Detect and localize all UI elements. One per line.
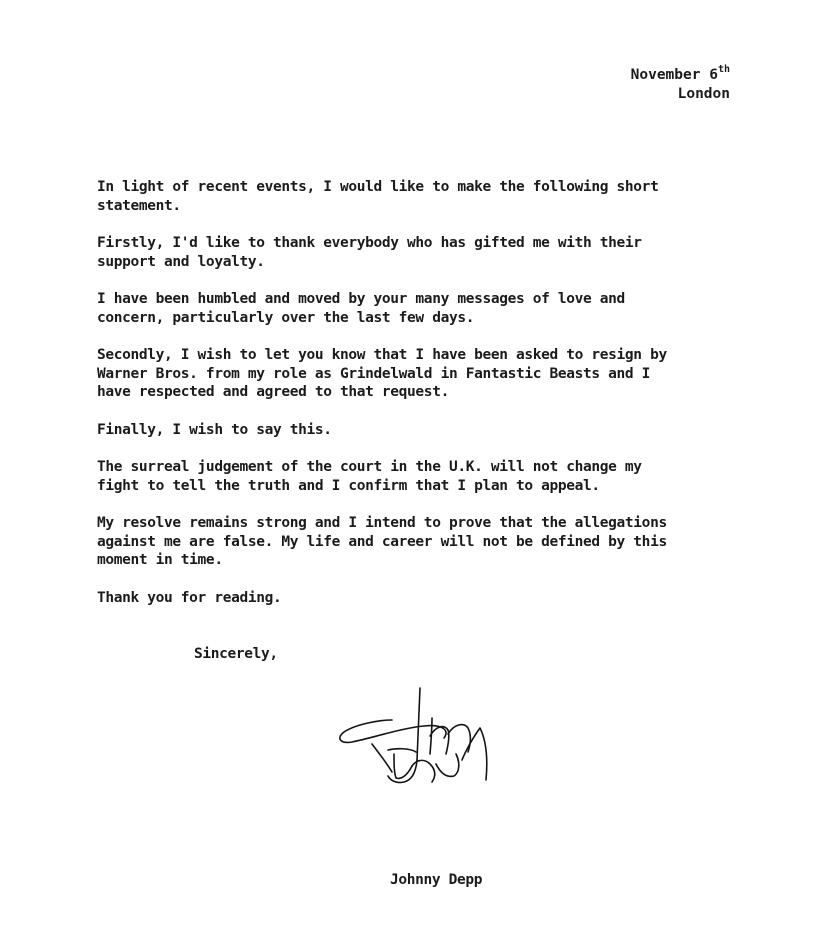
paragraph: Secondly, I wish to let you know that I have been asked to resign by Warner Bros. from my role as Grindelwald in Fantastic Beasts and I have respected and agreed to that request. — [97, 347, 667, 400]
letter-body — [97, 178, 747, 626]
letter-date — [631, 66, 730, 85]
paragraph: I have been humbled and moved by your many messages of love and concern, particularly over the last few days. — [97, 291, 625, 326]
paragraph: My resolve remains strong and I intend to prove that the allegations against me are false. My life and career will not be defined by this moment in time. — [97, 515, 667, 568]
paragraph: Finally, I wish to say this. — [97, 421, 332, 438]
letter-header — [631, 66, 730, 104]
paragraph: The surreal judgement of the court in the U.K. will not change my fight to tell the truth and I confirm that I plan to appeal. — [97, 459, 642, 494]
date-text: November 6 — [630, 67, 718, 83]
letter-location: London — [677, 86, 730, 102]
handwritten-signature — [332, 680, 502, 800]
closing-salutation: Sincerely, — [194, 646, 278, 662]
paragraph: Firstly, I'd like to thank everybody who has gifted me with their support and loyalty. — [97, 235, 642, 270]
paragraph: Thank you for reading. — [97, 589, 282, 606]
date-suffix: th — [717, 64, 730, 76]
paragraph: In light of recent events, I would like to make the following short statement. — [97, 179, 659, 214]
signatory-name: Johnny Depp — [390, 872, 483, 888]
